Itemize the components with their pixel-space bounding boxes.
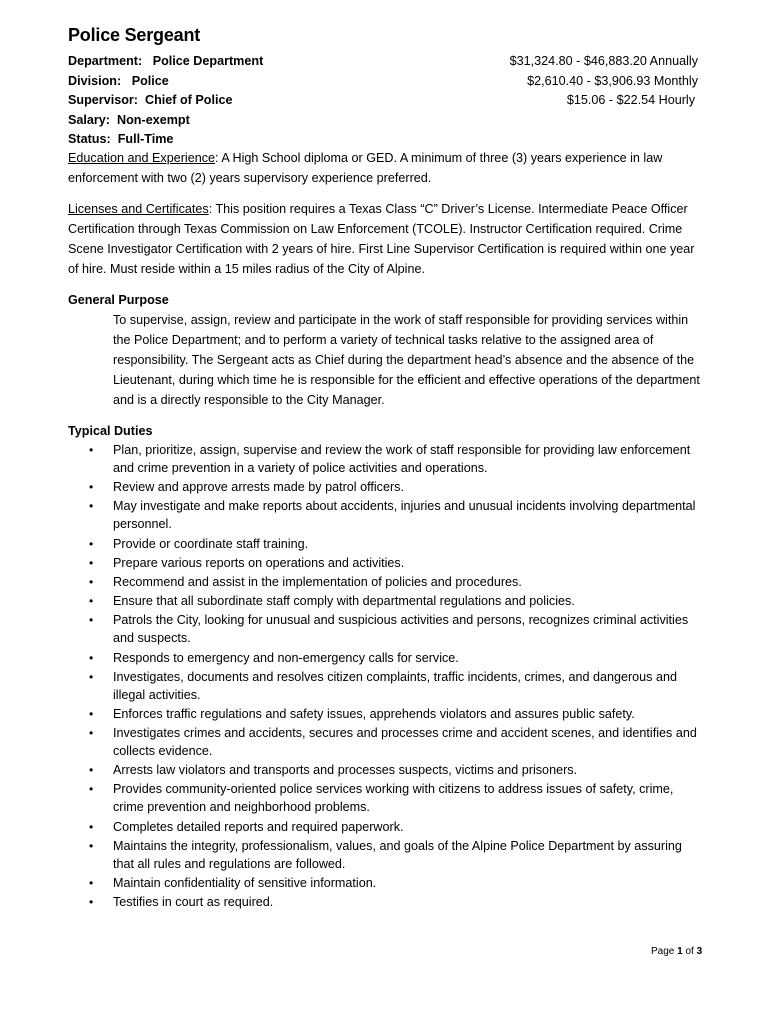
- meta-row-department: [68, 52, 700, 72]
- job-meta: [68, 52, 700, 150]
- licenses-heading: Licenses and Certificates: [68, 202, 209, 216]
- duty-item: [68, 497, 704, 533]
- bullet-icon: •: [89, 555, 94, 570]
- duty-text: Ensure that all subordinate staff comply with departmental regulations and policies.: [113, 594, 575, 609]
- meta-division: [68, 72, 169, 92]
- footer-of-word: of: [685, 946, 694, 957]
- general-purpose-section: [68, 290, 704, 410]
- footer-page-word: Page: [651, 946, 675, 957]
- salary-monthly: $2,610.40 - $3,906.93 Monthly: [527, 73, 698, 88]
- footer-page-number: 1: [677, 946, 683, 957]
- duty-item: [68, 893, 704, 911]
- bullet-icon: •: [89, 536, 94, 551]
- bullet-icon: •: [89, 819, 94, 834]
- meta-label: Salary:: [68, 112, 111, 127]
- education-heading: Education and Experience: [68, 151, 216, 165]
- bullet-icon: •: [89, 726, 94, 741]
- duty-text: May investigate and make reports about accidents, injuries and unusual incidents involving departmental personnel.: [113, 499, 696, 532]
- licenses-text: : This position requires a Texas Class “C” Driver’s License. Intermediate Peace Officer Certification through Texas Commission on Law Enforcement (TCOLE). Instructor Certification required. Crime Scene Investigator Certification with 2 years of hire. First Line Supervisor Certification is required within one year of hire. Must reside within a 15 miles radius of the City of Alpine.: [68, 202, 695, 276]
- duty-text: Provide or coordinate staff training.: [113, 536, 309, 551]
- duty-text: Enforces traffic regulations and safety issues, apprehends violators and assures public safety.: [113, 706, 635, 721]
- duty-text: Investigates crimes and accidents, secures and processes crime and accident scenes, and identifies and collects evidence.: [113, 726, 697, 759]
- bullet-icon: •: [89, 706, 94, 721]
- bullet-icon: •: [89, 613, 94, 628]
- bullet-icon: •: [89, 594, 94, 609]
- meta-label: Status:: [68, 132, 111, 147]
- meta-salary: [68, 111, 190, 131]
- duty-item: [68, 761, 704, 779]
- meta-value: Full-Time: [117, 132, 174, 147]
- bullet-icon: •: [89, 443, 94, 457]
- bullet-icon: •: [89, 763, 94, 778]
- duty-item: [68, 837, 704, 873]
- meta-value: Non-exempt: [117, 112, 190, 127]
- duty-item: [68, 874, 704, 892]
- meta-value: Police Department: [152, 54, 264, 68]
- typical-duties-section: [68, 422, 704, 912]
- duty-text: Responds to emergency and non-emergency calls for service.: [113, 650, 459, 665]
- duty-text: Recommend and assist in the implementation of policies and procedures.: [113, 574, 522, 589]
- duty-item: [68, 818, 704, 836]
- bullet-icon: •: [89, 876, 94, 890]
- meta-value: Police: [131, 73, 169, 88]
- duty-item: [68, 668, 704, 704]
- meta-department: [68, 52, 263, 72]
- bullet-icon: •: [89, 895, 94, 910]
- salary-hourly: $15.06 - $22.54 Hourly: [566, 93, 695, 108]
- duties-list: [68, 441, 704, 911]
- duty-item: [68, 441, 704, 477]
- meta-row-supervisor: [68, 91, 700, 111]
- duty-text: Investigates, documents and resolves citizen complaints, traffic incidents, crimes, and dangerous and illegal activities.: [113, 669, 677, 702]
- licenses-section: [68, 199, 704, 279]
- education-section: [68, 148, 704, 188]
- salary-annual: $31,324.80 - $46,883.20 Annually: [509, 54, 698, 68]
- typical-duties-heading: Typical Duties: [68, 424, 153, 438]
- bullet-icon: •: [89, 574, 94, 589]
- bullet-icon: •: [89, 669, 94, 684]
- bullet-icon: •: [89, 499, 94, 514]
- duty-item: [68, 611, 704, 647]
- page-footer: [651, 946, 702, 957]
- duty-text: Testifies in court as required.: [113, 895, 274, 910]
- bullet-icon: •: [89, 480, 94, 495]
- meta-row-division: [68, 72, 700, 92]
- duty-text: Plan, prioritize, assign, supervise and review the work of staff responsible for providing law enforcement and crime prevention in a variety of police activities and operations.: [113, 443, 691, 475]
- bullet-icon: •: [89, 838, 94, 853]
- meta-label: Department:: [68, 54, 143, 68]
- duty-item: [68, 573, 704, 591]
- duty-item: [68, 705, 704, 723]
- duty-text: Prepare various reports on operations and activities.: [113, 555, 405, 570]
- meta-label: Division:: [68, 73, 122, 88]
- duty-text: Review and approve arrests made by patrol officers.: [113, 480, 404, 495]
- duty-item: [68, 535, 704, 553]
- duty-item: [68, 478, 704, 496]
- meta-value: Chief of Police: [145, 93, 233, 108]
- duty-item: [68, 649, 704, 667]
- bullet-icon: •: [89, 650, 94, 665]
- duty-item: [68, 780, 704, 816]
- duty-text: Maintains the integrity, professionalism, values, and goals of the Alpine Police Department by assuring that all rules and regulations are followed.: [113, 838, 682, 871]
- duty-item: [68, 724, 704, 760]
- meta-row-salary: [68, 111, 700, 131]
- duty-text: Completes detailed reports and required paperwork.: [113, 819, 404, 834]
- general-purpose-text: To supervise, assign, review and participate in the work of staff responsible for providing services within the Police Department; and to perform a variety of technical tasks relative to the assigned area of responsibility. The Sergeant acts as Chief during the department head’s absence and the absence of the Lieutenant, during which time he is responsible for the efficient and effective operations of the department and is a directly responsible to the City Manager.: [113, 313, 700, 407]
- meta-label: Supervisor:: [68, 93, 138, 108]
- education-text: : A High School diploma or GED. A minimum of three (3) years experience in law enforcement with two (2) years supervisory experience preferred.: [68, 151, 663, 185]
- general-purpose-heading: General Purpose: [68, 293, 169, 307]
- meta-supervisor: [68, 91, 232, 111]
- duty-text: Arrests law violators and transports and processes suspects, victims and prisoners.: [113, 763, 578, 778]
- duty-text: Maintain confidentiality of sensitive information.: [113, 876, 377, 890]
- duty-item: [68, 554, 704, 572]
- footer-page-total: 3: [696, 946, 703, 957]
- duty-item: [68, 592, 704, 610]
- duty-text: Provides community-oriented police services working with citizens to address issues of safety, crime, crime prevention and neighborhood problems.: [113, 782, 674, 815]
- page-title: Police Sergeant: [68, 25, 201, 45]
- duty-text: Patrols the City, looking for unusual and suspicious activities and persons, recognizes criminal activities and suspects.: [113, 613, 689, 646]
- bullet-icon: •: [89, 782, 94, 797]
